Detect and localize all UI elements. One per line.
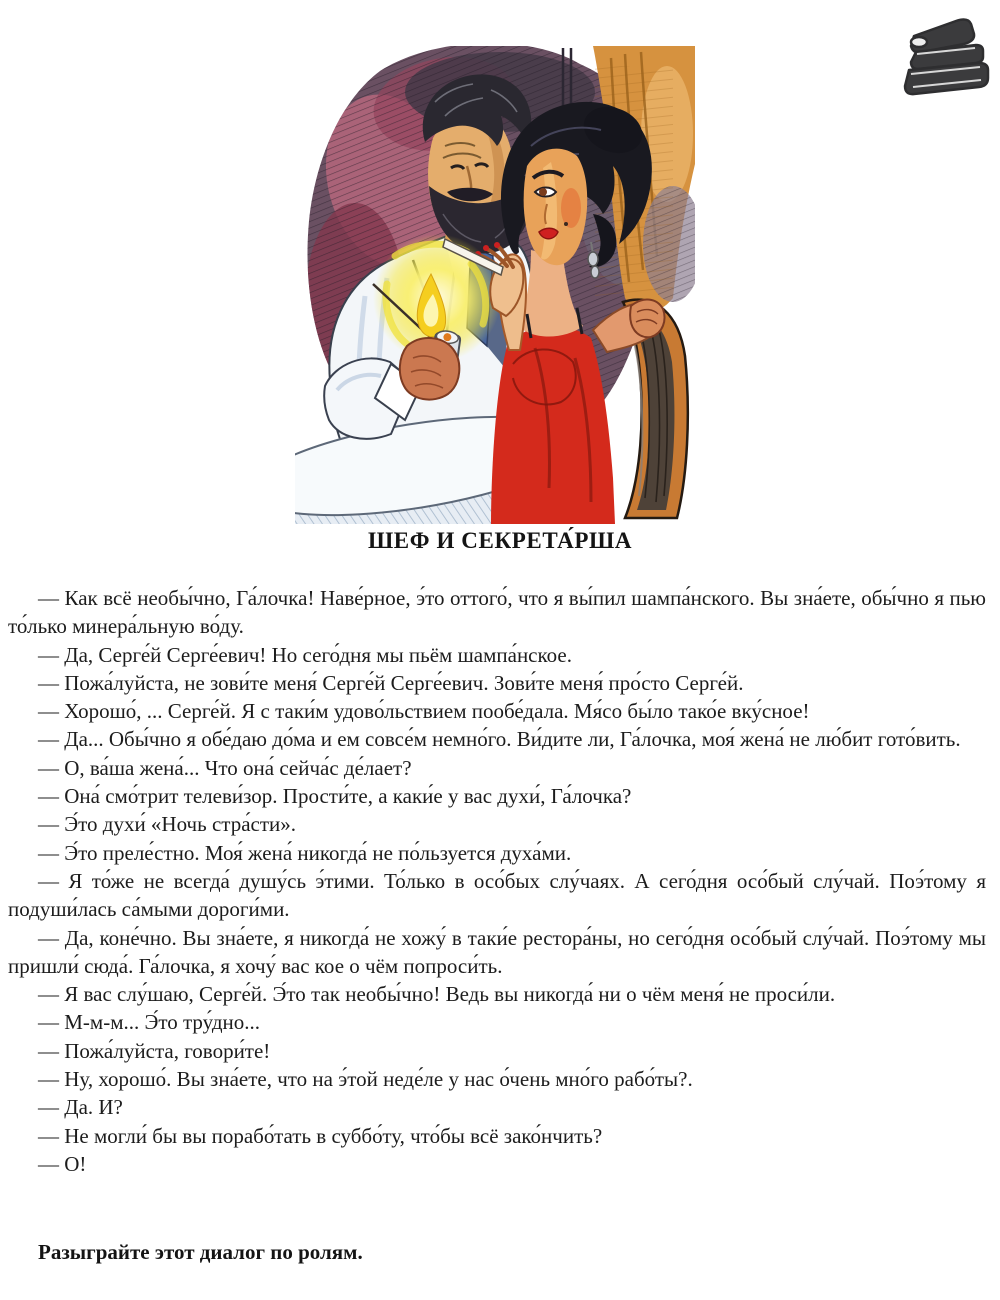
books-stack-icon [898,12,992,98]
dialogue-line: — Ну, хорошо́. Вы зна́ете, что на э́той неде́ле у нас о́чень мно́го рабо́ты?. [38,1067,693,1092]
dialogue-line: — Э́то преле́стно. Моя́ жена́ никогда́ не по́льзуется духа́ми. [38,840,572,865]
dialogue-line: — Да... Обы́чно я обе́даю до́ма и ем совсе́м немно́го. Ви́дите ли, Га́лочка, моя́ жена́ не лю́бит гото́вить. [38,727,961,752]
woman-far-hand [630,300,664,338]
dialogue-line: — Как всё необы́чно, Га́лочка! Наве́рное, э́то оттого́, что я вы́пил шампа́нского. Вы зна́ете, обы́чно я пью то́лько минера́льную во́ду. [8,586,986,639]
dialogue-line: — О, ва́ша жена́... Что она́ сейча́с де́лает? [38,755,412,780]
dialogue-line: — Не могли́ бы вы порабо́тать в суббо́ту, что́бы всё зако́нчить? [38,1123,603,1148]
dialogue-line: — Да, коне́чно. Вы зна́ете, я никогда́ не хожу́ в таки́е рестора́ны, но сего́дня осо́бый слу́чай. Поэ́тому мы пришли́ сюда́. Га́лочка, я хочу́ вас кое о чём попроси́ть. [8,925,986,978]
dialogue-text [8,584,986,1178]
dialogue-line: — Я то́же не всегда́ душу́сь э́тими. То́лько в осо́бых слу́чаях. А сего́дня осо́бый слу́чай. Поэ́тому я подуши́лась са́мыми дороги́ми. [8,868,986,922]
dialogue-line: — Э́то духи́ «Ночь стра́сти». [38,812,297,837]
dialogue-line: — М-м-м... Э́то тру́дно... [38,1010,261,1035]
dialogue-line: — Да, Серге́й Серге́евич! Но сего́дня мы пьём шампа́нское. [38,642,572,667]
dialogue-line: — О! [38,1151,87,1176]
dialogue-line: — Я вас слу́шаю, Серге́й. Э́то так необы́чно! Ведь вы никогда́ ни о чём меня́ не проси́ли. [38,982,836,1007]
page-title: ШЕФ И СЕКРЕТА́РША [367,528,633,553]
dialogue-line: — Да. И? [38,1095,123,1120]
dialogue-line: — Она́ смо́трит телеви́зор. Прости́те, а каки́е у вас духи́, Га́лочка? [38,784,632,809]
book-top-pages [911,37,927,47]
dialogue-line: — Хорошо́, ... Серге́й. Я с таки́м удово́льствием пообе́дала. Мя́со бы́ло тако́е вку́сное! [38,699,810,724]
dialogue-line: — Пожа́луйста, не зови́те меня́ Серге́й Серге́евич. Зови́те меня́ про́сто Серге́й. [38,670,744,695]
woman-lips [539,228,558,239]
dialogue-line: — Пожа́луйста, говори́те! [38,1038,271,1063]
instruction-text: Разыграйте этот диалог по ролям. [38,1240,363,1264]
man-hand [400,338,460,400]
illustration-image [295,46,695,524]
